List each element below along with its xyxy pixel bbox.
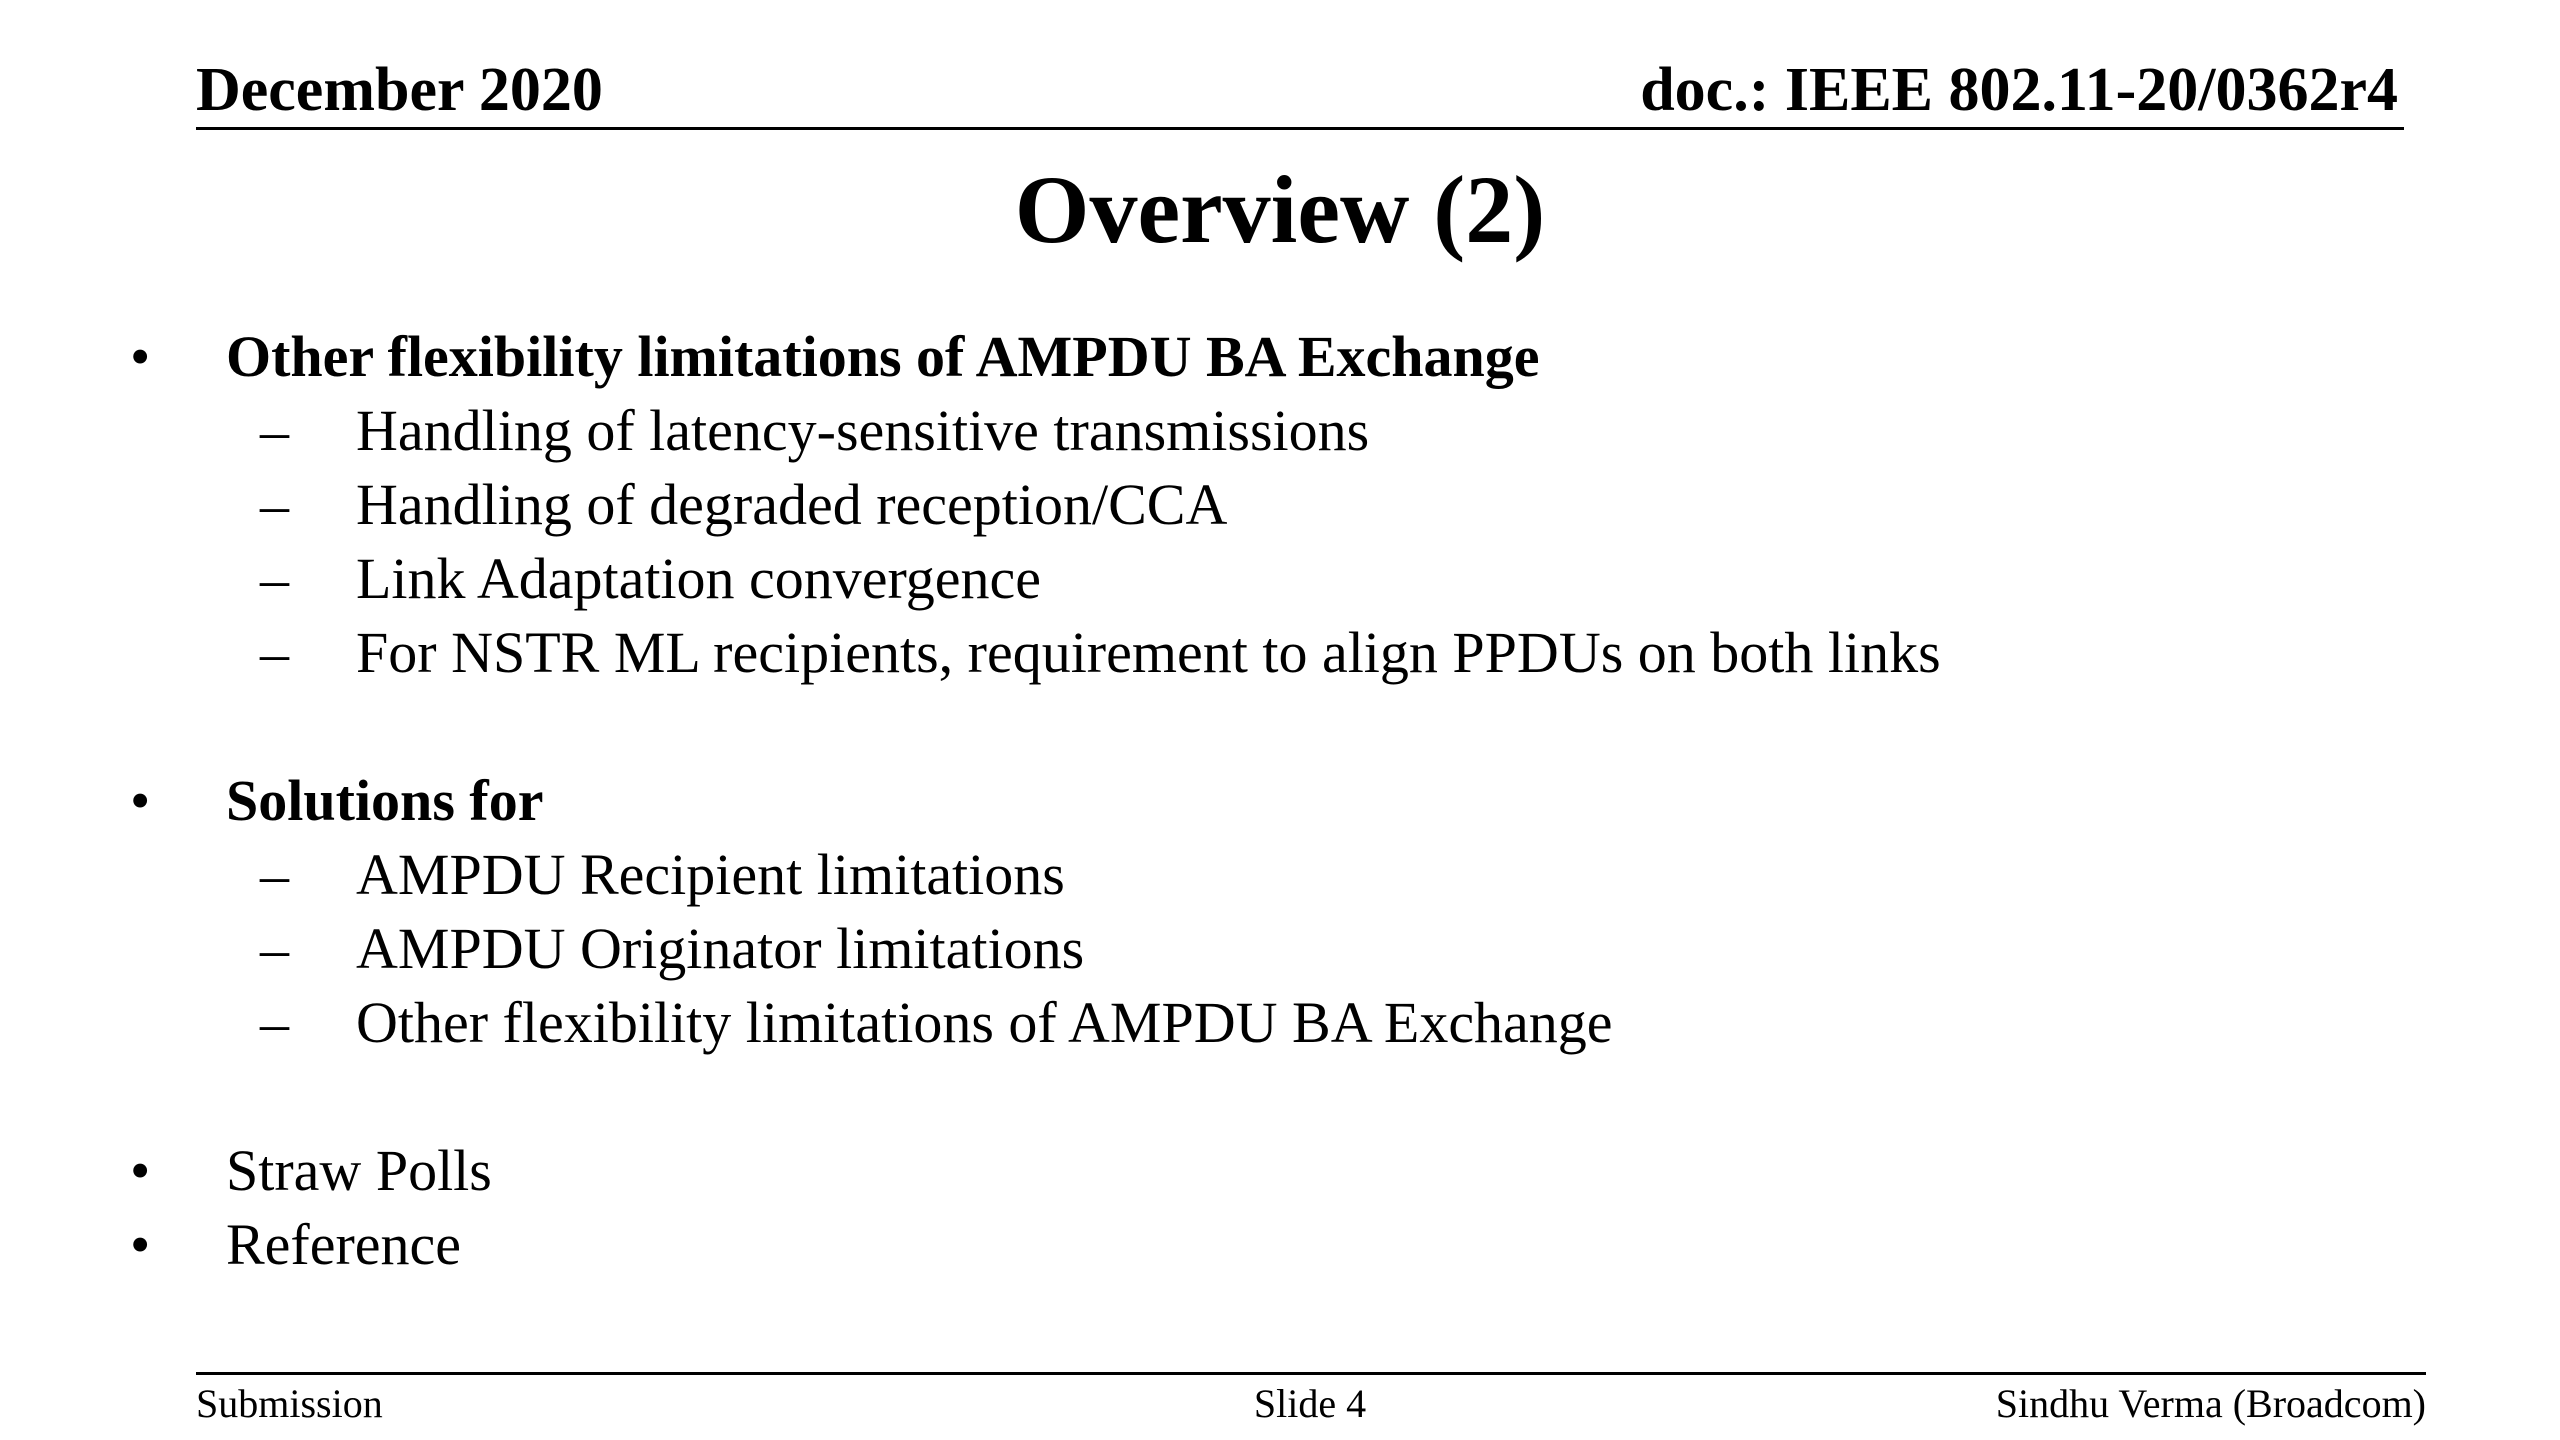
sub-bullet-marker: – (260, 472, 289, 537)
sub-bullet-marker: – (260, 620, 289, 685)
bullet-marker: • (130, 324, 151, 389)
bullet-marker: • (130, 1138, 151, 1203)
sub-bullet-marker: – (260, 842, 289, 907)
sub-bullet-marker: – (260, 546, 289, 611)
sub-bullet-marker: – (260, 916, 289, 981)
sub-bullet-item (0, 616, 2560, 690)
bullet-text: Straw Polls (226, 1138, 492, 1203)
bullet-item (0, 320, 2560, 394)
sub-bullet-text: For NSTR ML recipients, requirement to align PPDUs on both links (356, 620, 1941, 685)
bullet-text: Reference (226, 1212, 462, 1277)
sub-bullet-item (0, 986, 2560, 1060)
sub-bullet-text: AMPDU Originator limitations (356, 916, 1085, 981)
sub-bullet-text: AMPDU Recipient limitations (356, 842, 1065, 907)
sub-bullet-item (0, 912, 2560, 986)
bullet-marker: • (130, 1212, 151, 1277)
slide-body (0, 320, 2560, 1282)
footer-slide-number: Slide 4 (1253, 1381, 1367, 1426)
bullet-item (0, 1134, 2560, 1208)
bullet-text: Solutions for (226, 768, 544, 833)
footer-divider (196, 1372, 2426, 1375)
sub-bullet-text: Link Adaptation convergence (356, 546, 1042, 611)
bullet-marker: • (130, 768, 151, 833)
slide-title: Overview (2) (1014, 156, 1546, 263)
footer-submission: Submission (196, 1381, 383, 1426)
header-doc-id: doc.: IEEE 802.11-20/0362r4 (1640, 56, 2398, 124)
sub-bullet-item (0, 542, 2560, 616)
bullet-item (0, 1208, 2560, 1282)
sub-bullet-text: Handling of latency-sensitive transmissions (356, 398, 1370, 463)
sub-bullet-item (0, 468, 2560, 542)
header-date: December 2020 (196, 56, 603, 124)
sub-bullet-marker: – (260, 398, 289, 463)
bullet-item (0, 764, 2560, 838)
sub-bullet-marker: – (260, 990, 289, 1055)
sub-bullet-item (0, 394, 2560, 468)
footer-author: Sindhu Verma (Broadcom) (1995, 1381, 2426, 1426)
header-divider (196, 127, 2404, 130)
sub-bullet-text: Handling of degraded reception/CCA (356, 472, 1228, 537)
sub-bullet-item (0, 838, 2560, 912)
bullet-text: Other flexibility limitations of AMPDU BA Exchange (226, 324, 1540, 389)
sub-bullet-text: Other flexibility limitations of AMPDU BA Exchange (356, 990, 1613, 1055)
